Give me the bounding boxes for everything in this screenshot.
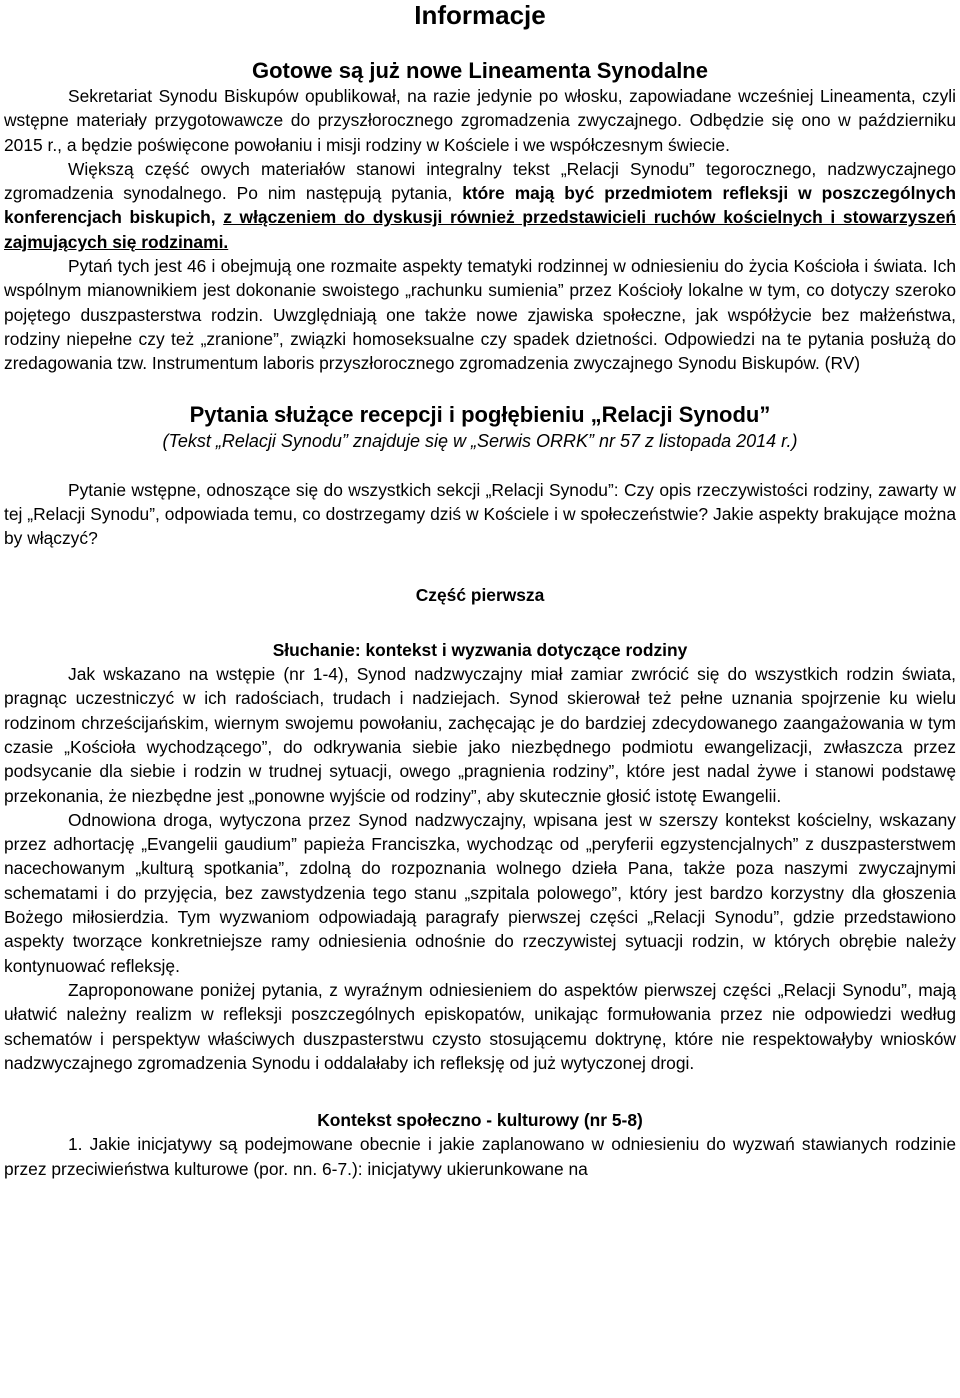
article2-intro: Pytanie wstępne, odnoszące się do wszystkich sekcji „Relacji Synodu”: Czy opis rzeczywistości rodziny, zawarty w tej „Relacji Synodu”, odpowiada temu, co dostrzegamy dziś w Kościele i w społeczeństwie? Jakie aspekty brakujące można by włączyć? xyxy=(4,479,956,549)
section-paragraph-2: Odnowiona droga, wytyczona przez Synod nadzwyczajny, wpisana jest w szerszy kontekst kościelny, wskazany przez adhortację „Evangelii gaudium” papieża Franciszka, wychodząc od „peryferii egzystencjalnych” z duszpasterstwem nacechowanym „kulturą spotkania”, zdolną do rozpoznania wolnego dzieła Pana, także poza naszymi zwyczajnymi schematami i do przyjęcia, bez zawstydzenia tego stanu „szpitala polowego”, który jest bardzo korzystny dla głoszenia Bożego miłosierdzia. Tym wyzwaniom odpowiadają paragrafy pierwszej części „Relacji Synodu”, gdzie przedstawiono aspekty tworzące konkretniejsze ramy odniesienia odnośnie do rzeczywistej sytuacji rodzin, w których obrębie należy kontynuować refleksję. xyxy=(4,809,956,976)
section-paragraph-3: Zaproponowane poniżej pytania, z wyraźnym odniesieniem do aspektów pierwszej części „Relacji Synodu”, mają ułatwić należny realizm w refleksji poszczególnych episkopatów, unikając formułowania przez nie odpowiedzi według schematów i perspektyw właściwych duszpasterstwu czysto stosującemu doktrynę, które nie respektowałyby wniosków nadzwyczajnego zgromadzenia Synodu i oddalałaby ich refleksję od już wytyczonej drogi. xyxy=(4,979,956,1073)
article1-paragraph-1: Sekretariat Synodu Biskupów opublikował, na razie jedynie po włosku, zapowiadane wcześniej Lineamenta, czyli wstępne materiały przygotowawcze do przyszłorocznego zgromadzenia zwyczajnego. Odbędzie się ono w październiku 2015 r., a będzie poświęcone powołaniu i misji rodziny w Kościele i we współczesnym świecie. xyxy=(4,86,956,155)
article1-p2-bold: które mają być przedmiotem refleksji w poszczególnych konferencjach biskupich, xyxy=(4,183,956,228)
part-title: Część pierwsza xyxy=(415,585,545,606)
article1-title: Gotowe są już nowe Lineamenta Synodalne xyxy=(252,58,708,83)
article1-paragraph-2 xyxy=(4,157,956,254)
article2-title: Pytania służące recepcji i pogłębieniu „Relacji Synodu” xyxy=(189,401,771,427)
section-paragraph-1: Jak wskazano na wstępie (nr 1-4), Synod nadzwyczajny miał zamiar zwrócić się do wszystkich rodzin świata, pragnąc uczestniczyć w ich radościach, trudach i nadziejach. Synod skierował też pełne uznania spojrzenie ku wielu rodzinom chrześcijańskim, wiernym swojemu powołaniu, zachęcając je do bardziej zdecydowanego zaangażowania w tym czasie „Kościoła wychodzącego”, do odkrywania siebie jako niezbędnego podmiotu ewangelizacji, zwłaszcza przez podsycanie dla siebie i rodzin w trudnej sytuacji, owego „pragnienia rodziny”, które jest nadal żywe i stanowi podstawę przekonania, że niezbędne jest „ponowne wyjście od rodziny”, aby skutecznie głosić istotę Ewangelii. xyxy=(4,664,956,806)
section-title: Słuchanie: kontekst i wyzwania dotyczące rodziny xyxy=(272,639,688,660)
question-1: 1. Jakie inicjatywy są podejmowane obecnie i jakie zaplanowano w odniesieniu do wyzwań stawianych rodzinie przez przeciwieństwa kulturowe (por. nn. 6-7.): inicjatywy ukierunkowane na xyxy=(4,1134,956,1179)
context-title: Kontekst społeczno - kulturowy (nr 5-8) xyxy=(317,1110,643,1131)
article2-subtitle: (Tekst „Relacji Synodu” znajduje się w „Serwis ORRK” nr 57 z listopada 2014 r.) xyxy=(162,430,798,451)
page-title: Informacje xyxy=(414,0,546,30)
article1-p2-plain: Większą część owych materiałów stanowi integralny tekst „Relacji Synodu” tegorocznego, nadzwyczajnego zgromadzenia synodalnego. Po nim następują pytania, xyxy=(4,158,956,204)
article1-paragraph-3: Pytań tych jest 46 i obejmują one rozmaite aspekty tematyki rodzinnej w odniesieniu do życia Kościoła i świata. Ich wspólnym mianownikiem jest dokonanie swoistego „rachunku sumienia” przez Kościoły lokalne w tym, co dotyczy szeroko pojętego duszpasterstwa rodzin. Uwzględniają one także nowe zjawiska społeczne, jak współżycie bez małżeństwa, rodziny niepełne czy też „zranione”, związki homoseksualne czy spadek dzietności. Odpowiedzi na te pytania posłużą do zredagowania tzw. Instrumentum laboris przyszłorocznego zgromadzenia zwyczajnego Synodu Biskupów. (RV) xyxy=(4,256,956,374)
article1-p2-bold-underline: z włączeniem do dyskusji również przedstawicieli ruchów kościelnych i stowarzyszeń zajmujących się rodzinami. xyxy=(4,207,956,252)
